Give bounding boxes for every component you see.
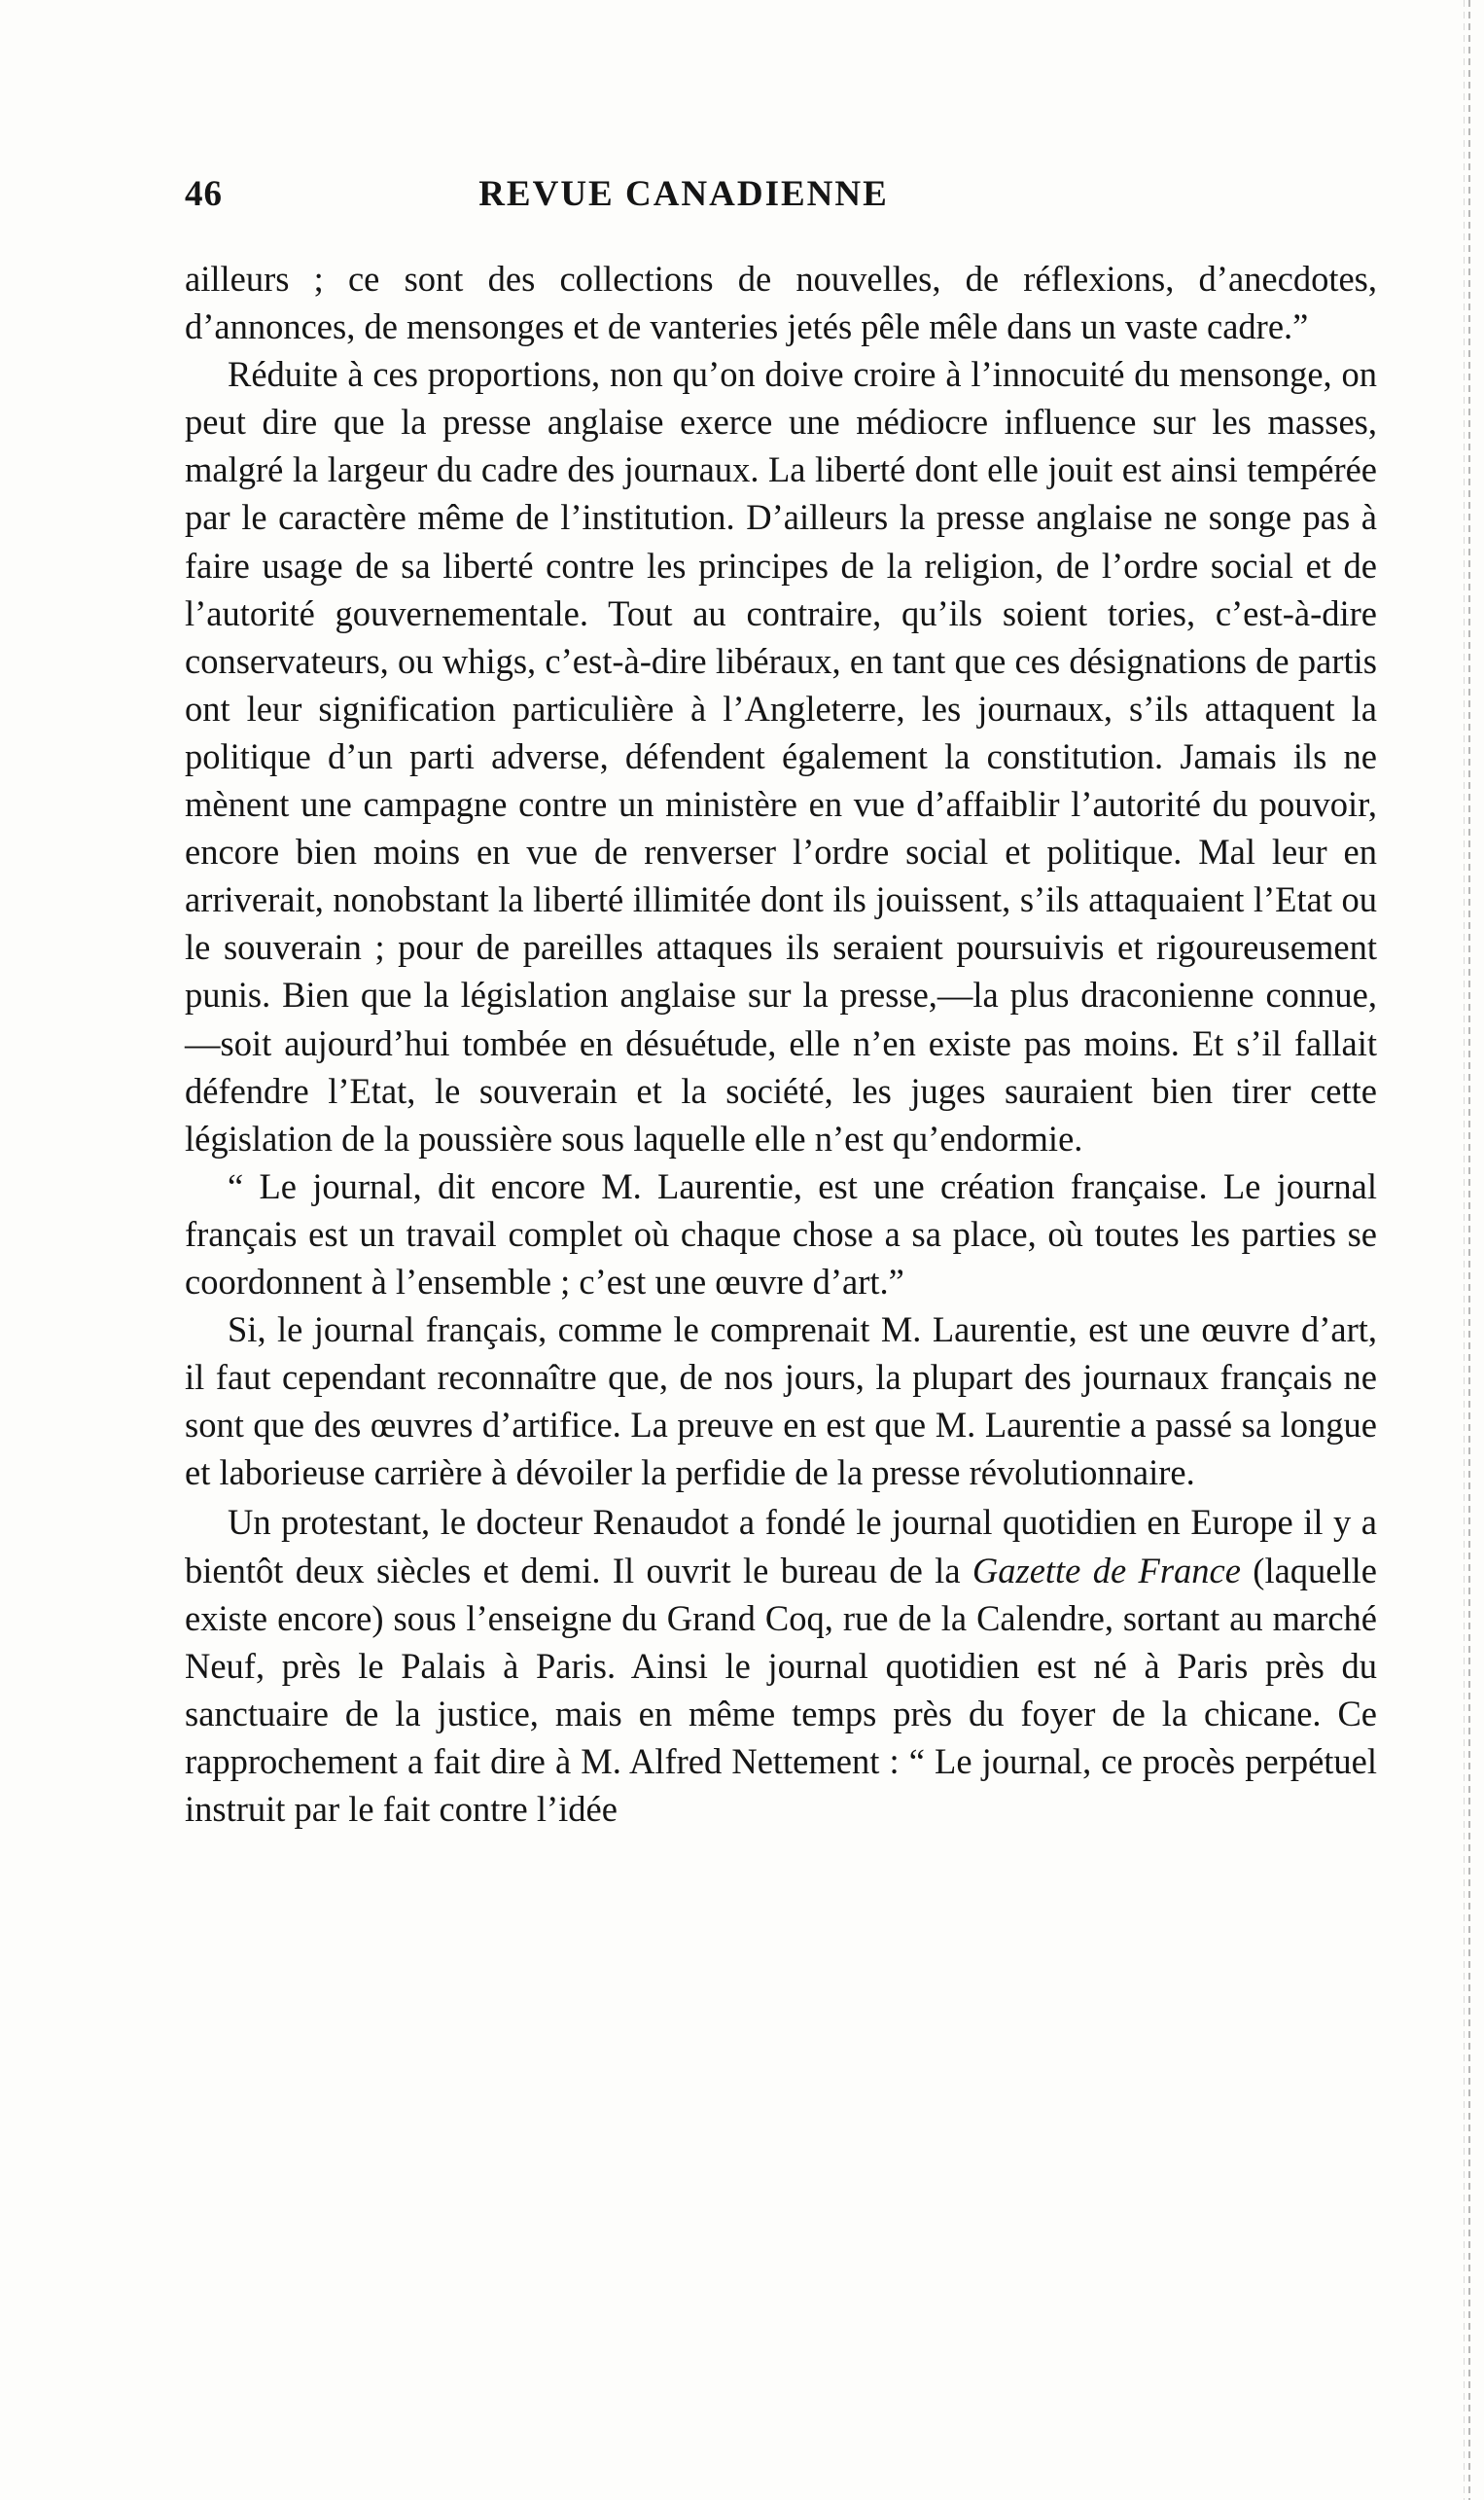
paragraph-renaudot xyxy=(185,1498,1377,1833)
page-edge-shadow xyxy=(1468,0,1470,2500)
page-header xyxy=(185,173,1377,224)
paragraph-oeuvre-dart: Si, le journal français, comme le comprenait M. Laurentie, est une œuvre d’art, il faut cependant reconnaître que, de nos jours, la plupart des journaux français ne sont que des œuvres d’artifice. La preuve en est que M. Laurentie a passé sa longue et laborieuse carrière à dévoiler la perfidie de la presse révolutionnaire. xyxy=(185,1309,1377,1493)
body-text xyxy=(185,255,1377,1833)
paragraph-laurentie-quote: “ Le journal, dit encore M. Laurentie, est une création française. Le journal français est un travail complet où chaque chose a sa place, où toutes les parties se coordonnent à l’ensemble ; c’est une œuvre d’art.” xyxy=(185,1165,1377,1302)
page-number: 46 xyxy=(185,174,223,214)
renaudot-text-after: (laquelle existe encore) sous l’enseigne du Grand Coq, rue de la Calendre, sortant au marché Neuf, près le Palais à Paris. Ainsi le journal quotidien est né à Paris près du sanctuaire de la justice, mais en même temps près du foyer de la chicane. Ce rapprochement a fait dire à M. Alfred Nettement : “ Le journal, ce procès perpétuel instruit par le fait contre l’idée xyxy=(185,1550,1377,1829)
paragraph-continuation: ailleurs ; ce sont des collections de nouvelles, de réflexions, d’anecdotes, d’annonces, de mensonges et de vanteries jetés pêle mêle dans un vaste cadre.” xyxy=(185,259,1377,347)
renaudot-text-before: Un protestant, le docteur Renaudot a fondé le journal quotidien en Europe il y a bientôt deux siècles et demi. Il ouvrit le bureau de la xyxy=(185,1502,1377,1590)
page-edge-shadow-inner xyxy=(1464,0,1465,2500)
gazette-title: Gazette de France xyxy=(972,1550,1241,1590)
running-head: REVUE CANADIENNE xyxy=(478,174,889,214)
paragraph-english-press: Réduite à ces proportions, non qu’on doive croire à l’innocuité du mensonge, on peut dire que la presse anglaise exerce une médiocre influence sur les masses, malgré la largeur du cadre des journaux. La liberté dont elle jouit est ainsi tempérée par le caractère même de l’institution. D’ailleurs la presse anglaise ne songe pas à faire usage de sa liberté contre les principes de la religion, de l’ordre social et de l’autorité gouvernementale. Tout au contraire, qu’ils soient tories, c’est-à-dire conservateurs, ou whigs, c’est-à-dire libéraux, en tant que ces désignations de partis ont leur signification particulière à l’Angleterre, les journaux, s’ils attaquent la politique d’un parti adverse, défendent également la constitution. Jamais ils ne mènent une campagne contre un ministère en vue d’affaiblir l’autorité du pouvoir, encore bien moins en vue de renverser l’ordre social et politique. Mal leur en arriverait, nonobstant la liberté illimitée dont ils jouissent, s’ils attaquaient l’Etat ou le souverain ; pour de pareilles attaques ils seraient poursuivis et rigoureusement punis. Bien que la législation anglaise sur la presse,—la plus draconienne connue,—soit aujourd’hui tombée en désuétude, elle n’en existe pas moins. Et s’il fallait défendre l’Etat, le souverain et la société, les juges sauraient bien tirer cette législation de la poussière sous laquelle elle n’est qu’endormie. xyxy=(185,354,1377,1159)
